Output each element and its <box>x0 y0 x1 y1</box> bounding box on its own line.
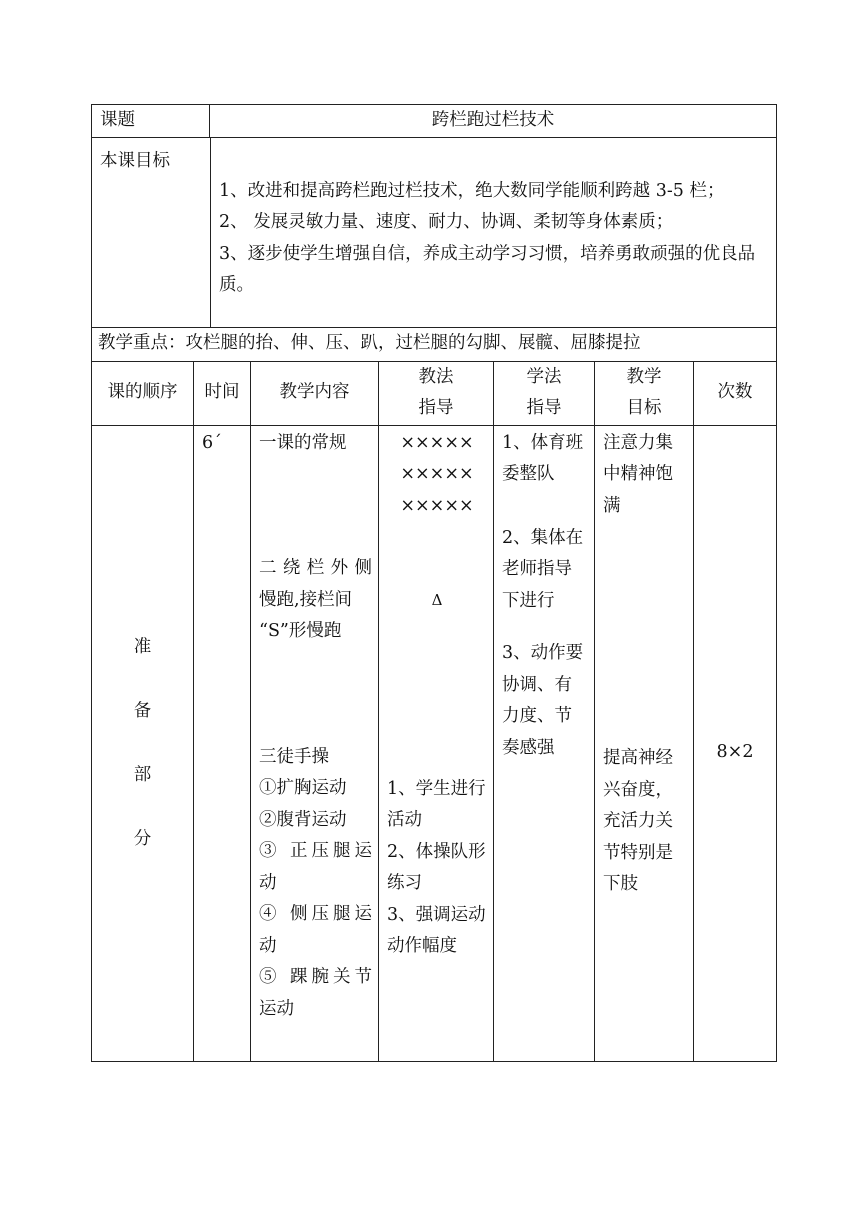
study-1-line1: 1、体育班 <box>502 432 584 453</box>
teacher-mark-icon: Δ <box>431 591 443 609</box>
section-count: 8×2 <box>694 425 777 1061</box>
section-name <box>92 425 194 1061</box>
section-char-2: 备 <box>133 701 152 721</box>
exercise-4-line2: 动 <box>259 935 277 956</box>
topic-row <box>92 105 777 138</box>
exercise-4-line1: ④ 侧压腿运 <box>259 904 372 924</box>
goal-1-line3: 满 <box>603 495 621 516</box>
goals-divider <box>210 138 211 327</box>
formation-row-3: ××××× <box>400 495 474 516</box>
goal-1-line2: 中精神饱 <box>603 464 673 484</box>
content-item-1: 一课的常规 <box>259 432 347 453</box>
col-count: 次数 <box>694 361 777 425</box>
col-time: 时间 <box>194 361 251 425</box>
study-2-line3: 下进行 <box>502 590 555 611</box>
col-study-line1: 学法 <box>526 366 562 387</box>
lesson-plan-sheet <box>91 104 776 1062</box>
col-goal-line2: 目标 <box>626 398 662 418</box>
section-content <box>251 425 379 1061</box>
col-goal-line1: 教学 <box>626 366 662 387</box>
spacer <box>603 522 687 743</box>
method-2-line1: 2、体操队形 <box>387 841 486 862</box>
study-2-line2: 老师指导 <box>502 559 572 579</box>
study-3-line3: 力度、节 <box>502 706 572 726</box>
goal-2-line5: 下肢 <box>603 874 638 894</box>
spacer <box>387 617 487 774</box>
spacer <box>259 459 372 553</box>
content-item-3: 三徒手操 <box>259 746 329 767</box>
section-char-1: 准 <box>133 637 152 657</box>
goal-1-line1: 注意力集 <box>603 432 673 453</box>
lesson-plan-table <box>91 104 777 1062</box>
spacer <box>502 491 588 523</box>
study-2-line1: 2、集体在 <box>502 527 584 548</box>
exercise-5-line2: 运动 <box>259 998 294 1019</box>
method-3-line1: 3、强调运动 <box>387 904 486 925</box>
method-1-line2: 活动 <box>387 810 422 830</box>
section-time: 6´ <box>194 425 251 1061</box>
study-1-line2: 委整队 <box>502 464 555 484</box>
exercise-2: ②腹背运动 <box>259 809 347 830</box>
spacer <box>502 617 588 638</box>
topic-value: 跨栏跑过栏技术 <box>210 105 777 138</box>
col-method-line2: 指导 <box>418 398 454 418</box>
study-3-line4: 奏感强 <box>502 737 555 758</box>
prep-section-row <box>92 425 777 1061</box>
spacer <box>259 648 372 742</box>
key-points: 教学重点：攻栏腿的抬、伸、压、趴，过栏腿的勾脚、展髋、屈膝提拉 <box>92 327 777 361</box>
goals-text <box>219 176 770 302</box>
goals-label: 本课目标 <box>100 150 170 171</box>
exercise-3-line1: ③ 正压腿运 <box>259 841 372 861</box>
goal-item-2: 2、 发展灵敏力量、速度、耐力、协调、柔韧等身体素质； <box>219 212 674 232</box>
col-content: 教学内容 <box>251 361 379 425</box>
exercise-1: ①扩胸运动 <box>259 778 347 798</box>
spacer <box>387 522 487 585</box>
goals-row <box>92 137 777 327</box>
section-char-3: 部 <box>133 765 152 785</box>
goal-2-line2: 兴奋度， <box>603 779 673 800</box>
topic-label: 课题 <box>92 105 210 138</box>
goal-2-line1: 提高神经 <box>603 748 673 768</box>
content-item-2-line3: “S”形慢跑 <box>259 621 342 641</box>
section-method <box>379 425 494 1061</box>
section-study <box>494 425 595 1061</box>
goal-2-line3: 充活力关 <box>603 811 673 831</box>
method-2-line2: 练习 <box>387 873 422 893</box>
formation-row-1: ××××× <box>400 432 474 453</box>
goals-cell <box>92 137 777 327</box>
exercise-3-line2: 动 <box>259 872 277 893</box>
exercise-5-line1: ⑤ 踝腕关节 <box>259 967 372 987</box>
col-study <box>494 361 595 425</box>
goal-item-1: 1、改进和提高跨栏跑过栏技术，绝大数同学能顺利跨越 3-5 栏； <box>219 180 725 201</box>
study-3-line1: 3、动作要 <box>502 643 584 663</box>
col-order: 课的顺序 <box>92 361 194 425</box>
section-goal <box>595 425 694 1061</box>
method-1-line1: 1、学生进行 <box>387 778 486 799</box>
col-study-line2: 指导 <box>526 398 562 418</box>
content-item-2-line1: 二绕栏外侧 <box>259 558 372 578</box>
col-method <box>379 361 494 425</box>
key-points-row <box>92 327 777 361</box>
formation-row-2: ××××× <box>400 464 474 484</box>
study-3-line2: 协调、有 <box>502 674 572 695</box>
col-goal <box>595 361 694 425</box>
section-char-4: 分 <box>133 829 152 849</box>
method-3-line2: 动作幅度 <box>387 936 457 956</box>
goal-item-3: 3、逐步使学生增强自信，养成主动学习习惯，培养勇敢顽强的优良品质。 <box>219 243 756 295</box>
goal-2-line4: 节特别是 <box>603 842 673 863</box>
column-header-row <box>92 361 777 425</box>
content-item-2-line2: 慢跑,接栏间 <box>259 589 353 610</box>
col-method-line1: 教法 <box>418 366 454 387</box>
